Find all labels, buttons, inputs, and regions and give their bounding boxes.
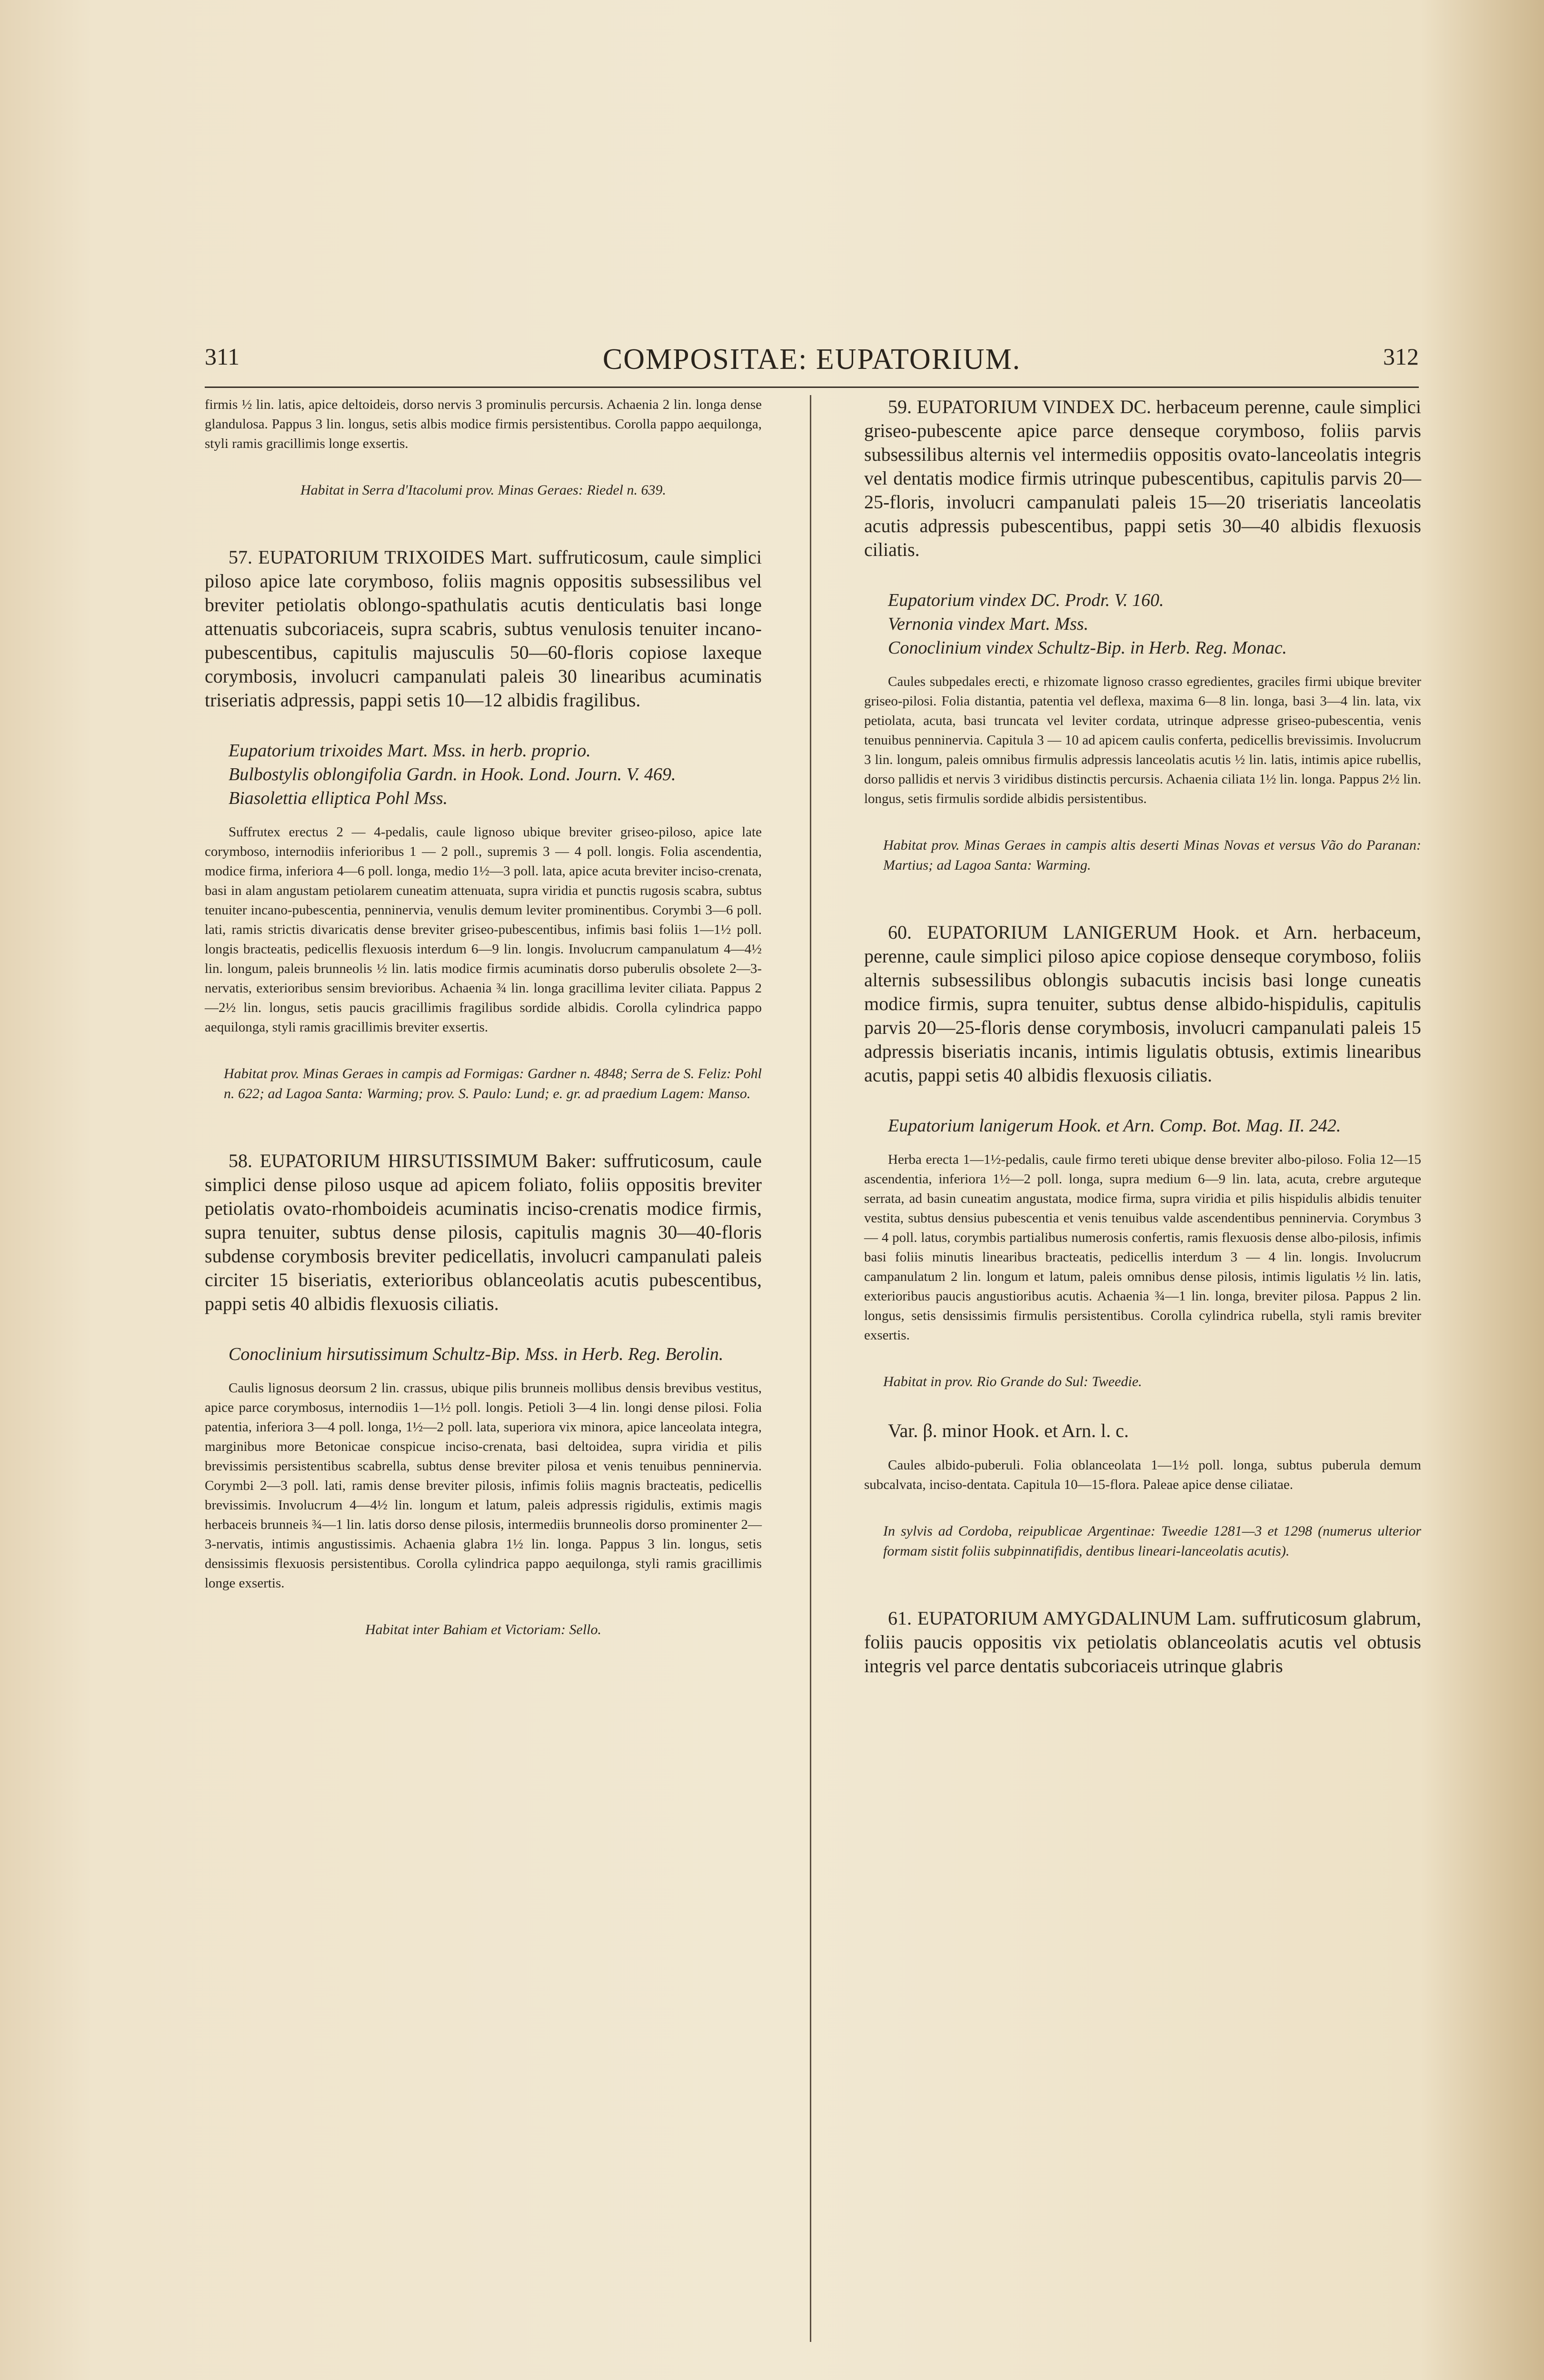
species-57-synonym: Eupatorium trixoides Mart. Mss. in herb. proprio. (229, 741, 591, 761)
species-57-description: 57. EUPATORIUM TRIXOIDES Mart. suffruticosum, caule simplici piloso apice late corymboso, foliis magnis oppositis subsessilibus vel breviter petiolatis oblongo-spathulatis acutis denticulatis basi longe attenuatis subcoriaceis, supra scabris, subtus venulosis tenuiter incano-pubescentibus, capitulis majusculis 50—60-floris copiose laxeque corymbosis, involucri campanulati paleis 30 linearibus acuminatis triseriatis adpressis, pappi setis 10—12 albidis fragilibus. (205, 546, 762, 711)
species-57-synonym: Biasolettia elliptica Pohl Mss. (229, 788, 448, 808)
running-head (205, 343, 1419, 386)
right-column (864, 395, 1421, 1678)
species-60-variety-details: Caules albido-puberuli. Folia oblanceolata 1—1½ poll. longa, subtus puberula demum subcalvata, inciso-dentata. Capitula 10—15-flora. Paleae apice dense ciliatae. (864, 1458, 1421, 1492)
species-58-synonym: Conoclinium hirsutissimum Schultz-Bip. Mss. in Herb. Reg. Berolin. (229, 1344, 724, 1364)
species-59-habitat: Habitat prov. Minas Geraes in campis altis deserti Minas Novas et versus Vão do Paranan: Martius; ad Lagoa Santa: Warming. (883, 837, 1421, 873)
species-57-habitat: Habitat prov. Minas Geraes in campis ad Formigas: Gardner n. 4848; Serra de S. Feliz: Pohl n. 622; ad Lagoa Santa: Warming; prov. S. Paulo: Lund; e. gr. ad praedium Lagem: Manso. (224, 1066, 762, 1101)
species-60-synonym: Eupatorium lanigerum Hook. et Arn. Comp. Bot. Mag. II. 242. (888, 1116, 1341, 1136)
running-title: COMPOSITAE: EUPATORIUM. (602, 343, 1021, 376)
species-57-synonym: Bulbostylis oblongifolia Gardn. in Hook. Lond. Journ. V. 469. (229, 764, 676, 784)
species-59-synonym: Vernonia vindex Mart. Mss. (888, 614, 1089, 634)
species-60-habitat: Habitat in prov. Rio Grande do Sul: Tweedie. (883, 1374, 1142, 1389)
habitat-56: Habitat in Serra d'Itacolumi prov. Minas Geraes: Riedel n. 639. (300, 482, 666, 498)
continued-description: firmis ½ lin. latis, apice deltoideis, dorso nervis 3 prominulis percursis. Achaenia 2 lin. longa dense glandulosa. Pappus 3 lin. longus, setis albis modice firmis persistentibus. Corolla pappo aequilonga, styli ramis gracillimis longe exsertis. (205, 397, 762, 451)
species-60-details: Herba erecta 1—1½-pedalis, caule firmo tereti ubique dense breviter albo-piloso. Folia 12—15 ascendentia, inferiora 1½—2 poll. longa, supra medium 6—9 lin. lata, acuta, crebre arguteque serrata, ad basin cuneatim angustata, modice firma, supra viridia et pilis hispidulis albidis tenuiter vestita, subtus densius pubescentia et venis tenuibus valde ascendentibus penninervia. Corymbus 3 — 4 poll. latus, corymbis partialibus numerosis confertis, ramis flexuosis dense albo-pilosis, infimis basi foliis minutis linearibus bracteatis, pedicellis interdum 3 — 4 lin. longis. Involucrum campanulatum 2 lin. longum et latum, paleis omnibus dense pilosis, intimis ligulatis ½ lin. latis, exterioribus paucis angustioribus acutis. Achaenia ¾—1 lin. longa, breviter pilosa. Pappus 2 lin. longus, setis densissimis firmulis persistentibus. Corolla cylindrica rubella, styli ramis breviter exsertis. (864, 1152, 1421, 1343)
column-divider (810, 395, 811, 2342)
species-60-variety: Var. β. minor Hook. et Arn. l. c. (888, 1420, 1129, 1441)
species-59-synonym: Conoclinium vindex Schultz-Bip. in Herb. Reg. Monac. (888, 638, 1287, 658)
page-number-right: 312 (1383, 343, 1419, 370)
species-60-description: 60. EUPATORIUM LANIGERUM Hook. et Arn. herbaceum, perenne, caule simplici piloso apice copiose denseque corymboso, foliis alternis subsessilibus oblongis subacutis incisis basi longe cuneatis modice firmis, supra tenuiter, subtus dense albido-hispidulis, capitulis parvis 20—25-floris dense corymbosis, involucri campanulati paleis 15 adpressis biseriatis incanis, intimis ligulatis obtusis, extimis linearibus acutis, pappi setis 40 albidis flexuosis ciliatis. (864, 922, 1421, 1086)
species-59-description: 59. EUPATORIUM VINDEX DC. herbaceum perenne, caule simplici griseo-pubescente apice parce denseque corymboso, foliis parvis subsessilibus alternis vel intermediis oppositis ovato-lanceolatis integris vel dentatis modice firmis utrinque pubescentibus, capitulis parvis 20—25-floris, involucri campanulati paleis 15—20 triseriatis lanceolatis acutis adpressis pubescentibus, pappi setis 30—40 albidis flexuosis ciliatis. (864, 396, 1421, 560)
species-58-habitat: Habitat inter Bahiam et Victoriam: Sello. (365, 1622, 602, 1637)
left-column (205, 395, 762, 1640)
species-60-variety-habitat: In sylvis ad Cordoba, reipublicae Argentinae: Tweedie 1281—3 et 1298 (numerus ulterior formam sistit foliis subpinnatifidis, dentibus lineari-lanceolatis acutis). (883, 1523, 1421, 1559)
species-59-synonym: Eupatorium vindex DC. Prodr. V. 160. (888, 590, 1164, 610)
species-58-details: Caulis lignosus deorsum 2 lin. crassus, ubique pilis brunneis mollibus densis brevibus vestitus, apice parce corymbosus, internodiis 1—1½ poll. longis. Petioli 3—4 lin. longi dense pilosi. Folia patentia, inferiora 3—4 poll. longa, 1½—2 poll. lata, superiora vix minora, apice lanceolata integra, marginibus more Betonicae conspicue inciso-crenata, basi deltoidea, supra viridia et pilis brevissimis persistentibus scabrella, subtus dense breviter pilosa et venis tenuibus penninervia. Corymbi 2—3 poll. lati, ramis dense breviter pilosis, infimis foliis magnis bracteatis, pedicellis brevissimis. Involucrum 4—4½ lin. longum et latum, paleis adpressis rigidulis, extimis magis herbaceis brunneis ¾—1 lin. latis dorso dense pilosis, intermediis brunneolis dorso prominenter 2—3-nervatis, intimis angustissimis. Achaenia glabra 1½ lin. longa. Pappus 3 lin. longus, setis densissimis flexuosis persistentibus. Corolla cylindrica pappo aequilonga, styli ramis gracillimis longe exsertis. (205, 1380, 762, 1591)
page-number-left: 311 (205, 343, 240, 370)
header-rule (205, 387, 1419, 388)
species-58-description: 58. EUPATORIUM HIRSUTISSIMUM Baker: suffruticosum, caule simplici dense piloso usque ad apicem foliato, foliis oppositis breviter petiolatis ovato-rhomboideis acuminatis inciso-crenatis modice firmis, supra tenuiter, subtus dense pilosis, capitulis magnis 30—40-floris subdense corymbosis breviter pedicellatis, involucri campanulati paleis circiter 15 biseriatis, exterioribus oblanceolatis acutis pubescentibus, pappi setis 40 albidis flexuosis ciliatis. (205, 1150, 762, 1314)
species-57-details: Suffrutex erectus 2 — 4-pedalis, caule lignoso ubique breviter griseo-piloso, apice late corymboso, internodiis inferioribus 1 — 2 poll., supremis 3 — 4 poll. longis. Folia ascendentia, modice firma, inferiora 4—6 poll. longa, medio 1½—3 poll. lata, apice acuta breviter inciso-crenata, basi in alam angustam petiolarem cuneatim attenuata, supra viridia et punctis rugosis scabra, subtus tenuiter incano-pubescentia, penninervia, venulis demum leviter prominentibus. Corymbi 3—6 poll. lati, ramis strictis divaricatis dense breviter griseo-pubescentibus, infimis basi foliis 1—1½ poll. longis bracteatis, pedicellis flexuosis interdum 6—9 lin. longis. Involucrum campanulatum 4—4½ lin. longum, paleis brunneolis ½ lin. latis modice firmis acuminatis dorso puberulis obsolete 2—3-nervatis, exterioribus sensim brevioribus. Achaenia ¾ lin. longa gracillima leviter ciliata. Pappus 2—2½ lin. longus, setis paucis gracillimis fragilibus sordide albidis. Corolla cylindrica pappo aequilonga, styli ramis gracillimis breviter exsertis. (205, 824, 762, 1035)
species-61-description: 61. EUPATORIUM AMYGDALINUM Lam. suffruticosum glabrum, foliis paucis oppositis vix petiolatis oblanceolatis acutis vel obtusis integris vel parce dentatis subcoriaceis utrinque glabris (864, 1607, 1421, 1676)
species-59-details: Caules subpedales erecti, e rhizomate lignoso crasso egredientes, graciles firmi ubique breviter griseo-pilosi. Folia distantia, patentia vel deflexa, maxima 6—8 lin. longa, basi 3—4 lin. lata, vix petiolata, acuta, basi truncata vel leviter cordata, utrinque adpresse griseo-pubescentia, venis tenuibus penninervia. Capitula 3 — 10 ad apicem caulis conferta, pedicellis brevissimis. Involucrum 3 lin. longum, paleis omnibus firmulis adpressis lanceolatis acutis ½ lin. latis, intimis apice rubellis, dorso pallidis et nervis 3 viridibus distinctis percursis. Achaenia ciliata 1½ lin. longa. Pappus 2½ lin. longus, setis firmulis sordide albidis persistentibus. (864, 674, 1421, 806)
